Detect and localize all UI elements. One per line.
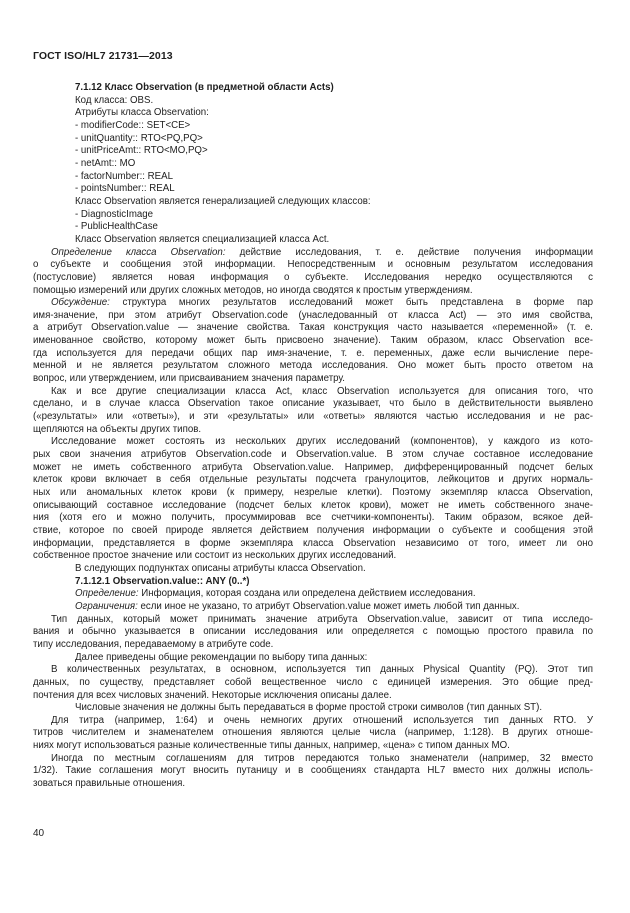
acts-paragraph: Как и все другие специализации класса Act, класс Observation используется для описания того, что сделано, и в случае класса Observation такое описание указывает, что было в действительности выявлено («результаты» или «ответы»), и эти «результаты» или «ответы» являются частью исследования и не рас- щепляются на объекты других типов. <box>33 385 593 435</box>
page-body <box>33 82 593 791</box>
composite-paragraph: Исследование может состоять из нескольких других исследований (компонентов), у каждого из кото- рых свои значения атрибутов Observation.code и Observation.value. В этом случае составное исследование может не иметь собственного атрибута Observation.value. Например, дифференцированный подсчет белых клеток крови включает в себя отдельные результаты подсчета гранулоцитов, лейкоцитов и других нормаль- ных или аномальных клеток крови (к примеру, незрелые клетки). Поэтому экземпляр класса Observation, описывающий составное исследование (подсчет белых клеток крови), может не иметь собственного значе- ния (хотя его и можно получить, просуммировав все счетчики-компоненты). Таким образом, всякое дей- ствие, которое по своей природе является действием получения информации о субъекте и сообщения этой информации, представляется в форме экземпляра класса Observation независимо от того, имеет ли оно собственное простое значение или состоит из нескольких других исследований. <box>33 436 593 562</box>
document-header: ГОСТ ISO/HL7 21731—2013 <box>33 50 173 62</box>
pq-paragraph: В количественных результатах, в основном, используется тип данных Physical Quantity (PQ). Этот тип данных, по существу, представляет собой вещественное число с единицей измерения. Это общие пред- почтения для всех числовых значений. Некоторые исключения описаны далее. <box>33 664 593 701</box>
local-conventions-paragraph: Иногда по местным соглашениям для титров передаются только знаменатели (например, 32 вместо 1/32). Такие соглашения могут вносить путаницу и в сообщениях стандарта HL7 вместо них должны исполь- зоваться правильные отношения. <box>33 752 593 790</box>
section-heading: 7.1.12 Класс Observation (в предметной области Acts) <box>75 82 334 93</box>
attribute-item: - unitQuantity:: RTO<PQ,PQ> <box>75 132 203 144</box>
discussion-paragraph: Обсуждение: структура многих результатов исследований может быть представлена в форме пар имя-значение, при этом атрибут Observation.code (унаследованный от класса Act) — это имя свойства, а атрибут Observation.value — значение свойства. Такая конструкция часто называется «переменной» (т. е. именованное свойство, которому может быть присвоено значение). Таким образом, класс Observation все- гда используется для передачи общих пар имя-значение, т. е. переменных, даже если вычисление пере- менной и не является результатом сложного метода исследования. Оно может быть просто ответом на вопрос, или утверждением, или присваиванием значения параметру. <box>33 297 593 385</box>
attribute-item: - unitPriceAmt:: RTO<MO,PQ> <box>75 145 208 157</box>
value-limitations-label: Ограничения: <box>75 600 138 612</box>
recommendations-intro: Далее приведены общие рекомендации по выбору типа данных: <box>75 651 368 663</box>
generalization-text: Класс Observation является генерализацией следующих классов: <box>75 195 371 207</box>
attribute-item: - pointsNumber:: REAL <box>75 183 175 195</box>
generalization-item: - DiagnosticImage <box>75 208 154 220</box>
value-limitations: если иное не указано, то атрибут Observation.value может иметь любой тип данных. <box>137 600 520 612</box>
types-paragraph: Тип данных, который может принимать значение атрибута Observation.value, зависит от типа исследо- вания и обычно указывается в описании исследования или определяется с помощью простого правила по типу исследования, передаваемому в атрибуте code. <box>33 613 593 650</box>
class-code: Код класса: OBS. <box>75 94 154 106</box>
definition-label: Определение класса Observation: <box>51 246 226 258</box>
attribute-item: - netAmt:: MO <box>75 157 136 169</box>
st-paragraph: Числовые значения не должны быть передаваться в форме простой строки символов (тип данных ST). <box>75 702 543 714</box>
attributes-title: Атрибуты класса Observation: <box>75 107 209 119</box>
definition-paragraph: Определение класса Observation: действие исследования, т. е. действие получения информации о субъекте и сообщения этой информации. Непосредственным и основным результатом исследования (постусловие) является новая информация о субъекте. Исследования нередко осуществляются с помощью измерений или других сложных методов, но иногда сводятся к простым утверждениям. <box>33 246 593 296</box>
page-number: 40 <box>33 828 45 839</box>
subsections-note: В следующих подпунктах описаны атрибуты класса Observation. <box>75 562 366 574</box>
value-definition-label: Определение: <box>75 588 139 600</box>
attribute-item: - modifierCode:: SET<CE> <box>75 119 191 131</box>
value-definition: Информация, которая создана или определена действием исследования. <box>138 588 476 600</box>
rto-paragraph: Для титра (например, 1:64) и очень немногих других отношений используется тип данных RTO. У титров числителем и знаменателем отношения являются целые числа (например, 1:128). В других отноше- ниях могут использоваться разные количественные типы данных, например, «цена» с типом данных MO. <box>33 714 593 752</box>
discussion-label: Обсуждение: <box>51 297 110 309</box>
specialization-text: Класс Observation является специализацией класса Act. <box>75 233 330 245</box>
subsection-heading: 7.1.12.1 Observation.value:: ANY (0..*) <box>75 575 250 587</box>
attribute-item: - factorNumber:: REAL <box>75 170 173 182</box>
generalization-item: - PublicHealthCase <box>75 221 158 233</box>
